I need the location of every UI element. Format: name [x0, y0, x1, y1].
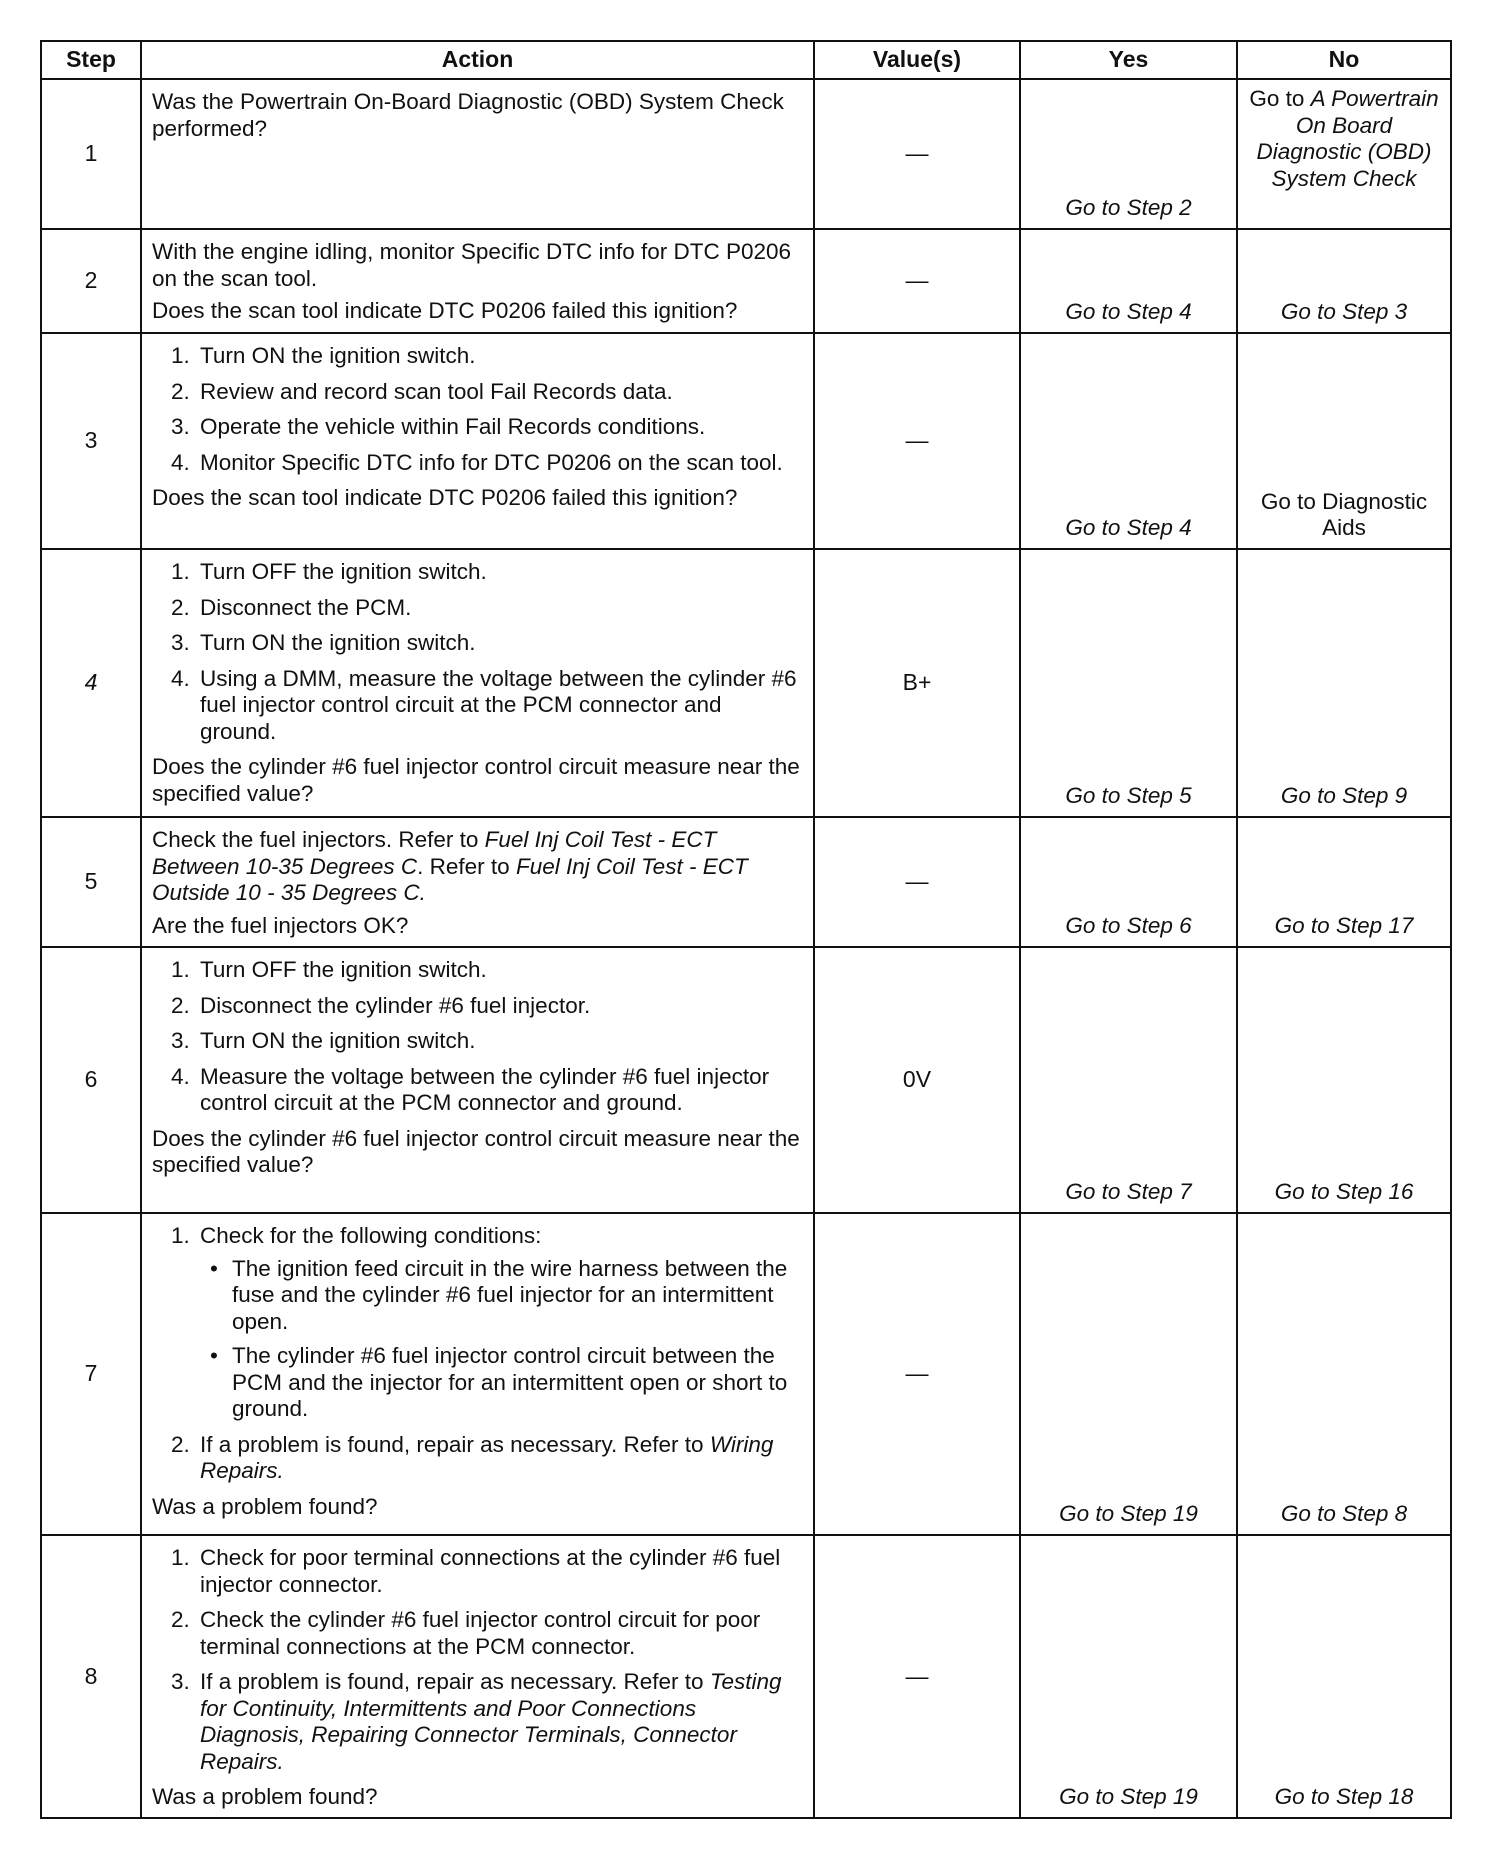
yes-cell: Go to Step 4 [1020, 229, 1237, 333]
yes-cell: Go to Step 19 [1020, 1535, 1237, 1818]
action-text: Was the Powertrain On-Board Diagnostic (OBD) System Check performed? [152, 89, 784, 141]
action-cell [141, 1535, 814, 1818]
action-cell [141, 79, 814, 229]
action-steps [152, 1223, 803, 1485]
value-cell: B+ [814, 549, 1020, 817]
yes-cell: Go to Step 7 [1020, 947, 1237, 1213]
header-values: Value(s) [814, 41, 1020, 79]
action-steps [152, 343, 803, 476]
action-step: 3. Turn ON the ignition switch. [196, 630, 803, 657]
value-cell: — [814, 1213, 1020, 1535]
diagnostic-table [40, 40, 1452, 1819]
no-cell: Go to Step 16 [1237, 947, 1451, 1213]
step-number: 2 [41, 229, 141, 333]
action-question: Was a problem found? [152, 1784, 378, 1810]
action-steps [152, 1545, 803, 1775]
action-step-text: If a problem is found, repair as necessary. Refer to [200, 1669, 704, 1695]
action-cell [141, 229, 814, 333]
action-text [152, 827, 803, 907]
action-step: 2. Disconnect the PCM. [196, 595, 803, 622]
step-number: 3 [41, 333, 141, 549]
action-step: 4. Monitor Specific DTC info for DTC P0206 on the scan tool. [196, 450, 803, 477]
action-cell [141, 1213, 814, 1535]
action-step [196, 1432, 803, 1485]
yes-cell: Go to Step 19 [1020, 1213, 1237, 1535]
condition-item: • The ignition feed circuit in the wire harness between the fuse and the cylinder #6 fuel injector for an intermittent open. [228, 1256, 803, 1336]
value-cell: — [814, 817, 1020, 947]
action-steps [152, 559, 803, 745]
table-row-step-3 [41, 333, 1451, 549]
action-step-end: . [277, 1748, 284, 1774]
no-cell: Go to Step 18 [1237, 1535, 1451, 1818]
step-number: 5 [41, 817, 141, 947]
table-row-step-2 [41, 229, 1451, 333]
action-step: 1. Turn OFF the ignition switch. [196, 559, 803, 586]
reference-fuel-inj-coil-test-outside: Fuel Inj Coil Test - ECT Outside 10 - 35 Degrees C [152, 853, 748, 906]
action-step: 1. Turn OFF the ignition switch. [196, 957, 803, 984]
no-cell: Go to Diagnostic Aids [1237, 333, 1451, 549]
action-text-part: . Refer to [417, 853, 516, 879]
value-cell: — [814, 1535, 1020, 1818]
action-step [196, 1669, 803, 1775]
condition-list [200, 1256, 803, 1423]
no-prefix: Go to [1249, 86, 1305, 111]
step-number: 8 [41, 1535, 141, 1818]
step-number: 7 [41, 1213, 141, 1535]
action-step [196, 1223, 803, 1423]
step-number: 6 [41, 947, 141, 1213]
table-row-step-1 [41, 79, 1451, 229]
step-number: 1 [41, 79, 141, 229]
value-cell: — [814, 333, 1020, 549]
reference-wiring-repairs: Wiring Repairs [200, 1431, 774, 1484]
header-no: No [1237, 41, 1451, 79]
value-cell: 0V [814, 947, 1020, 1213]
reference-connector-repairs: Testing for Continuity, Intermittents and Poor Connections Diagnosis, Repairing Connector Terminals, Connector Repairs [200, 1669, 782, 1774]
header-step: Step [41, 41, 141, 79]
table-row-step-4 [41, 549, 1451, 817]
action-text-part: . [419, 880, 426, 906]
action-step: 2. Disconnect the cylinder #6 fuel injector. [196, 993, 803, 1020]
no-cell: Go to Step 17 [1237, 817, 1451, 947]
table-row-step-7 [41, 1213, 1451, 1535]
no-cell: Go to Step 3 [1237, 229, 1451, 333]
value-cell: — [814, 79, 1020, 229]
action-text-part: Check the fuel injectors. Refer to [152, 827, 485, 852]
action-step: 3. Operate the vehicle within Fail Records conditions. [196, 414, 803, 441]
value-cell: — [814, 229, 1020, 333]
action-step: 2. Check the cylinder #6 fuel injector control circuit for poor terminal connections at the PCM connector. [196, 1607, 803, 1660]
diagnostic-table-page [40, 40, 1450, 1819]
header-action: Action [141, 41, 814, 79]
no-cell [1237, 79, 1451, 229]
action-question: Does the cylinder #6 fuel injector control circuit measure near the specified value? [152, 754, 800, 806]
action-step: 1. Turn ON the ignition switch. [196, 343, 803, 370]
action-question: Does the scan tool indicate DTC P0206 failed this ignition? [152, 485, 738, 511]
action-step: 4. Measure the voltage between the cylinder #6 fuel injector control circuit at the PCM connector and ground. [196, 1064, 803, 1117]
action-cell [141, 817, 814, 947]
no-cell: Go to Step 9 [1237, 549, 1451, 817]
action-cell [141, 947, 814, 1213]
header-yes: Yes [1020, 41, 1237, 79]
action-question: Are the fuel injectors OK? [152, 912, 409, 938]
no-cell: Go to Step 8 [1237, 1213, 1451, 1535]
action-steps [152, 957, 803, 1117]
yes-cell: Go to Step 4 [1020, 333, 1237, 549]
action-question: Was a problem found? [152, 1493, 378, 1519]
action-step: 1. Check for poor terminal connections at the cylinder #6 fuel injector connector. [196, 1545, 803, 1598]
action-cell [141, 333, 814, 549]
action-step: 4. Using a DMM, measure the voltage between the cylinder #6 fuel injector control circuit at the PCM connector and ground. [196, 666, 803, 746]
action-step-text: Check for the following conditions: [200, 1223, 542, 1248]
yes-cell: Go to Step 6 [1020, 817, 1237, 947]
condition-item: • The cylinder #6 fuel injector control circuit between the PCM and the injector for an intermittent open or short to ground. [228, 1343, 803, 1423]
yes-cell: Go to Step 5 [1020, 549, 1237, 817]
step-number: 4 [41, 549, 141, 817]
action-step-end: . [277, 1458, 284, 1484]
action-step-text: If a problem is found, repair as necessary. Refer to [200, 1431, 704, 1457]
action-step: 3. Turn ON the ignition switch. [196, 1028, 803, 1055]
header-row [41, 41, 1451, 79]
action-question: Does the scan tool indicate DTC P0206 failed this ignition? [152, 298, 738, 324]
table-row-step-5 [41, 817, 1451, 947]
action-cell [141, 549, 814, 817]
action-step: 2. Review and record scan tool Fail Records data. [196, 379, 803, 406]
table-row-step-6 [41, 947, 1451, 1213]
yes-cell: Go to Step 2 [1020, 79, 1237, 229]
action-question: Does the cylinder #6 fuel injector control circuit measure near the specified value? [152, 1125, 800, 1178]
no-reference: A Powertrain On Board Diagnostic (OBD) System Check [1256, 86, 1439, 191]
reference-fuel-inj-coil-test-between: Fuel Inj Coil Test - ECT Between 10-35 Degrees C [152, 827, 717, 879]
action-text: With the engine idling, monitor Specific DTC info for DTC P0206 on the scan tool. [152, 239, 792, 291]
table-row-step-8 [41, 1535, 1451, 1818]
